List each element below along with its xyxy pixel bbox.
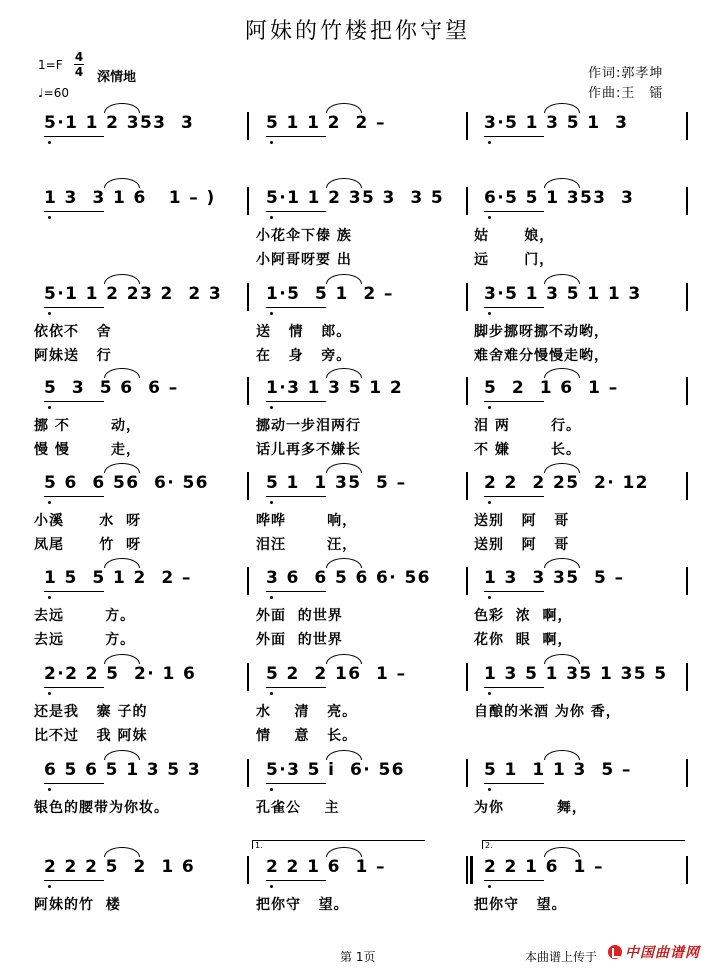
measure-notes: 5·1 1 2 23 2 2 3 [44, 284, 223, 304]
octave-dot [48, 788, 51, 791]
slur-arc [104, 654, 140, 664]
repeat-barline [470, 856, 473, 884]
score-system [0, 663, 715, 744]
octave-dot [488, 885, 491, 888]
beam-underline [266, 687, 326, 688]
lyric-text: 泪 两 行。 [474, 418, 581, 434]
slur-arc [544, 178, 580, 188]
bar-line [247, 187, 249, 215]
score-system [0, 112, 715, 138]
lyric-text: 凤尾 竹 呀 [34, 537, 141, 553]
lyric-text: 难舍难分慢慢走哟， [474, 348, 609, 364]
lyric-text: 把你守 望。 [474, 897, 567, 913]
beam-underline [484, 880, 544, 881]
bar-line [686, 187, 688, 215]
beam-underline [266, 307, 326, 308]
bar-line [686, 283, 688, 311]
octave-dot [488, 788, 491, 791]
lyric-text: 孔雀公 主 [256, 800, 340, 816]
beam-underline [484, 307, 544, 308]
tempo-marking: ♩=60 [38, 86, 69, 100]
bar-line [247, 377, 249, 405]
lyric-text: 去远 方。 [34, 632, 136, 648]
octave-dot [488, 141, 491, 144]
slur-arc [326, 368, 362, 378]
slur-arc [104, 274, 140, 284]
lyric-text: 比不过 我 阿妹 [34, 728, 148, 744]
octave-dot [488, 406, 491, 409]
beam-underline [266, 496, 326, 497]
octave-dot [488, 501, 491, 504]
bar-line [686, 377, 688, 405]
bar-line [247, 472, 249, 500]
score-system [0, 856, 715, 913]
bar-line [466, 112, 468, 140]
beam-underline [484, 591, 544, 592]
octave-dot [48, 692, 51, 695]
time-signature [72, 50, 86, 79]
octave-dot [48, 216, 51, 219]
measure-notes: 5 1 1 2 2 – [266, 113, 386, 133]
bar-line [247, 567, 249, 595]
lyric-text: 水 清 亮。 [256, 704, 358, 720]
octave-dot [270, 596, 273, 599]
slur-arc [326, 274, 362, 284]
measure-notes: 5·1 1 2 353 3 [44, 113, 195, 133]
site-logo-text: 中国曲谱网 [625, 945, 700, 961]
measure-notes: 5 3 5 6 6 – [44, 378, 179, 398]
beam-underline [44, 211, 104, 212]
lyric-text: 为你 舞， [474, 800, 587, 816]
measure-notes: 5 6 6 56 6· 56 [44, 473, 209, 493]
octave-dot [488, 216, 491, 219]
beam-underline [484, 496, 544, 497]
octave-dot [488, 692, 491, 695]
upload-note: 本曲谱上传于 [525, 950, 598, 964]
beam-underline [266, 136, 326, 137]
lyric-text: 小阿哥呀要 出 [256, 252, 352, 268]
lyric-text: 阿妹的竹 楼 [34, 897, 121, 913]
beam-underline [44, 880, 104, 881]
lyric-text: 色彩 浓 啊， [474, 608, 573, 624]
measure-notes: 1 3 3 35 5 – [484, 568, 625, 588]
bar-line [466, 567, 468, 595]
measure-notes: 2 2 2 5 2 1 6 [44, 857, 196, 877]
score-title: 阿妹的竹楼把你守望 [244, 19, 470, 44]
beam-underline [266, 401, 326, 402]
octave-dot [270, 141, 273, 144]
bar-line [686, 759, 688, 787]
lyric-text: 在 身 旁。 [256, 348, 352, 364]
lyricist-credit: 作词:郭孝坤 [588, 66, 664, 81]
music-site-logo-icon [608, 945, 622, 959]
lyric-text: 送别 阿 哥 [474, 513, 570, 529]
measure-notes: 3·5 1 3 5 1 3 [484, 113, 629, 133]
measure-notes: 1 5 5 1 2 2 – [44, 568, 192, 588]
octave-dot [488, 312, 491, 315]
lyric-text: 话儿再多不嫌长 [256, 442, 361, 458]
octave-dot [488, 596, 491, 599]
beam-underline [484, 783, 544, 784]
measure-notes: 5·3 5 i 6· 56 [266, 760, 405, 780]
lyric-text: 依依不 舍 [34, 324, 112, 340]
slur-arc [544, 103, 580, 113]
slur-arc [326, 178, 362, 188]
lyric-text: 小花伞下傣 族 [256, 228, 352, 244]
measure-notes: 1·5 5 1 2 – [266, 284, 394, 304]
bar-line [466, 759, 468, 787]
lyric-text: 送 情 郎。 [256, 324, 352, 340]
beam-underline [44, 136, 104, 137]
bar-line [247, 759, 249, 787]
measure-notes: 3·5 1 3 5 1 1 3 [484, 284, 642, 304]
slur-arc [326, 103, 362, 113]
lyric-text: 外面 的世界 [256, 632, 343, 648]
slur-arc [104, 463, 140, 473]
beam-underline [266, 880, 326, 881]
slur-arc [104, 368, 140, 378]
key-signature: 1=F [38, 58, 63, 72]
bar-line [686, 856, 688, 884]
bar-line [466, 187, 468, 215]
bar-line [686, 112, 688, 140]
octave-dot [48, 596, 51, 599]
beam-underline [484, 401, 544, 402]
bar-line [466, 377, 468, 405]
octave-dot [48, 406, 51, 409]
site-logo [608, 942, 700, 962]
bar-line [686, 663, 688, 691]
measure-notes: 6·5 5 1 353 3 [484, 188, 635, 208]
measure-notes: 2 2 2 25 2· 12 [484, 473, 649, 493]
measure-notes: 3 6 6 5 6 6· 56 [266, 568, 431, 588]
octave-dot [270, 216, 273, 219]
slur-arc [326, 558, 362, 568]
slur-arc [104, 750, 140, 760]
measure-notes: 5·1 1 2 35 3 3 5 [266, 188, 445, 208]
octave-dot [270, 312, 273, 315]
beam-underline [44, 307, 104, 308]
beam-underline [484, 211, 544, 212]
lyric-text: 哗哗 响， [256, 513, 358, 529]
lyric-text: 把你守 望。 [256, 897, 349, 913]
page-number: 第 1页 [340, 950, 376, 964]
lyric-text: 银色的腰带为你妆。 [34, 800, 169, 816]
slur-arc [544, 463, 580, 473]
score-system [0, 567, 715, 648]
bar-line [466, 663, 468, 691]
expression-marking: 深情地 [97, 70, 137, 85]
lyric-text: 慢 慢 走， [34, 442, 141, 458]
slur-arc [544, 654, 580, 664]
lyric-text: 姑 娘， [474, 228, 555, 244]
composer-credit: 作曲:王 镭 [588, 86, 664, 101]
slur-arc [104, 178, 140, 188]
bar-line [466, 283, 468, 311]
octave-dot [48, 312, 51, 315]
bar-line [466, 856, 468, 884]
measure-notes: 2·2 2 5 2· 1 6 [44, 664, 197, 684]
lyric-text: 小溪 水 呀 [34, 513, 141, 529]
slur-arc [326, 463, 362, 473]
measure-notes: 1·3 1 3 5 1 2 [266, 378, 404, 398]
slur-arc [544, 750, 580, 760]
slur-arc [326, 654, 362, 664]
measure-notes: 6 5 6 5 1 3 5 3 [44, 760, 202, 780]
slur-arc [544, 558, 580, 568]
measure-notes: 2 2 1 6 1 – [484, 857, 604, 877]
volta-bracket: 2. [482, 840, 685, 849]
octave-dot [270, 885, 273, 888]
measure-notes: 1 3 3 1 6 1 – ) [44, 188, 216, 208]
slur-arc [326, 750, 362, 760]
beam-underline [44, 687, 104, 688]
beam-underline [44, 401, 104, 402]
time-signature-bottom: 4 [74, 65, 84, 79]
octave-dot [270, 692, 273, 695]
lyric-text: 不 嫌 长。 [474, 442, 581, 458]
lyric-text: 去远 方。 [34, 608, 136, 624]
beam-underline [484, 136, 544, 137]
time-signature-top: 4 [74, 50, 84, 64]
bar-line [686, 472, 688, 500]
lyric-text: 送别 阿 哥 [474, 537, 570, 553]
slur-arc [104, 103, 140, 113]
beam-underline [266, 211, 326, 212]
octave-dot [270, 501, 273, 504]
lyric-text: 自酿的米酒 为你 香， [474, 704, 621, 720]
octave-dot [48, 141, 51, 144]
bar-line [247, 283, 249, 311]
beam-underline [44, 783, 104, 784]
lyric-text: 挪动一步泪两行 [256, 418, 361, 434]
score-system [0, 472, 715, 553]
lyric-text: 花你 眼 啊， [474, 632, 573, 648]
octave-dot [48, 885, 51, 888]
bar-line [247, 856, 249, 884]
bar-line [247, 112, 249, 140]
lyric-text: 挪 不 动， [34, 418, 141, 434]
score-system [0, 377, 715, 458]
bar-line [466, 472, 468, 500]
beam-underline [266, 783, 326, 784]
slur-arc [104, 847, 140, 857]
bar-line [247, 663, 249, 691]
slur-arc [544, 274, 580, 284]
lyric-text: 还是我 寨 子的 [34, 704, 148, 720]
octave-dot [48, 501, 51, 504]
measure-notes: 5 2 1 6 1 – [484, 378, 619, 398]
beam-underline [44, 496, 104, 497]
measure-notes: 5 1 1 35 5 – [266, 473, 407, 493]
lyric-text: 阿妹送 行 [34, 348, 112, 364]
volta-bracket: 1. [252, 840, 425, 849]
beam-underline [44, 591, 104, 592]
measure-notes: 5 1 1 1 3 5 – [484, 760, 632, 780]
beam-underline [484, 687, 544, 688]
measure-notes: 2 2 1 6 1 – [266, 857, 386, 877]
lyric-text: 脚步挪呀挪不动哟， [474, 324, 609, 340]
lyric-text: 远 门， [474, 252, 555, 268]
measure-notes: 1 3 5 1 35 1 35 5 [484, 664, 668, 684]
score-system [0, 187, 715, 268]
lyric-text: 外面 的世界 [256, 608, 343, 624]
beam-underline [266, 591, 326, 592]
octave-dot [270, 788, 273, 791]
slur-arc [104, 558, 140, 568]
bar-line [686, 567, 688, 595]
score-system [0, 283, 715, 364]
octave-dot [270, 406, 273, 409]
slur-arc [544, 368, 580, 378]
lyric-text: 情 意 长。 [256, 728, 358, 744]
lyric-text: 泪汪 汪， [256, 537, 358, 553]
measure-notes: 5 2 2 16 1 – [266, 664, 407, 684]
score-system [0, 759, 715, 816]
